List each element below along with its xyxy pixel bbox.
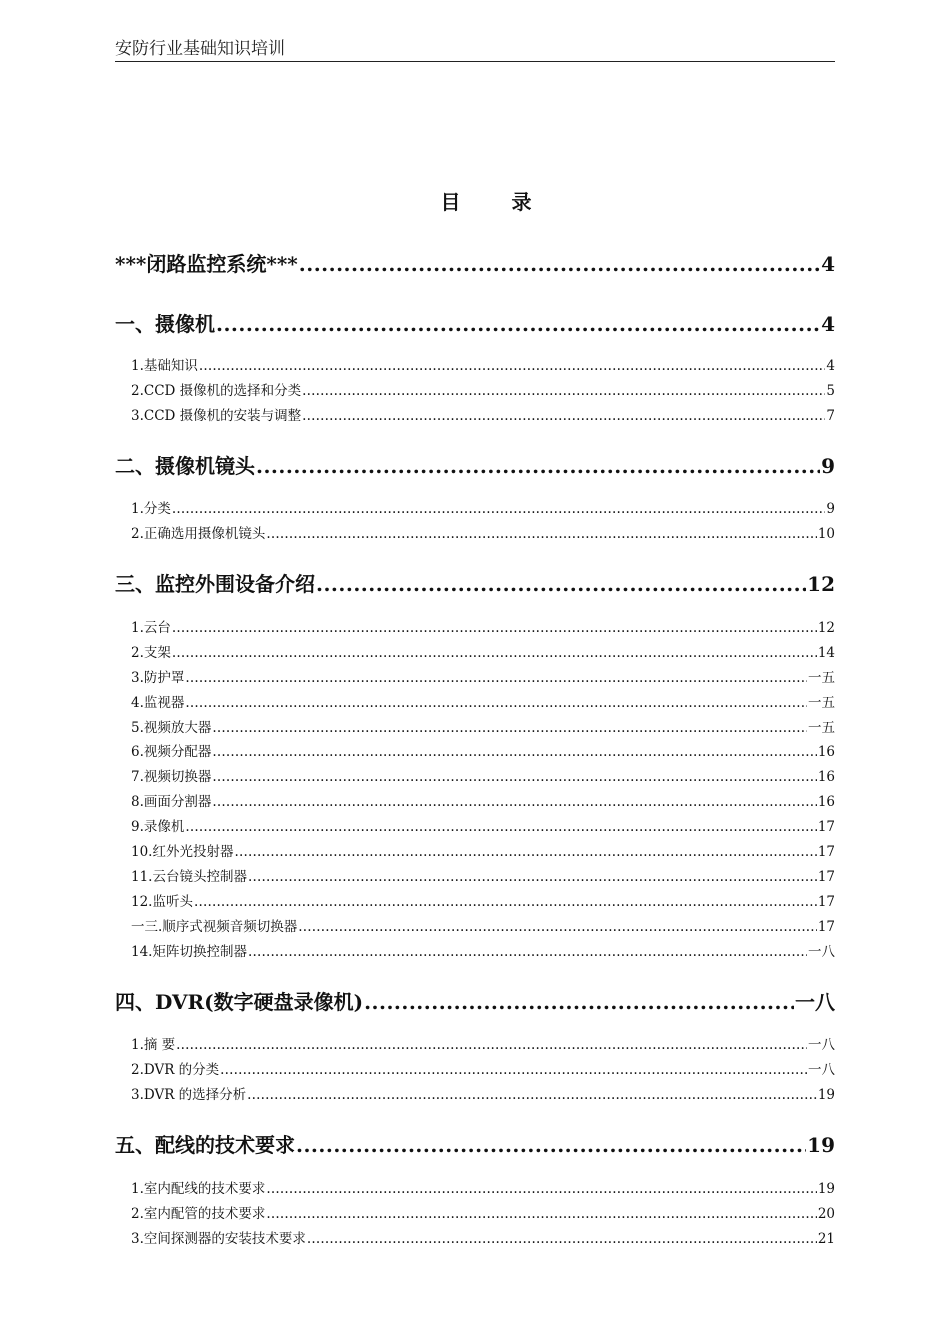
- toc-page-number: 一五: [808, 695, 835, 711]
- toc-chapter-entry[interactable]: [115, 1129, 835, 1158]
- toc-page-number: 一八: [808, 944, 835, 960]
- toc-entry-label: 7.视频切换器: [131, 769, 212, 785]
- toc-section-entry[interactable]: [131, 1083, 835, 1103]
- toc-section-entry[interactable]: [131, 765, 835, 785]
- toc-page-number: 一八: [808, 1037, 835, 1053]
- toc-entry-label: 4.监视器: [131, 695, 185, 711]
- toc-chapter-entry[interactable]: [115, 248, 835, 277]
- toc-dot-leader: [220, 1062, 807, 1078]
- page-header: 安防行业基础知识培训: [115, 34, 835, 62]
- toc-chapter-entry[interactable]: [115, 568, 835, 597]
- toc-section-entry[interactable]: [131, 890, 835, 910]
- toc-entry-label: 1.摘 要: [131, 1037, 176, 1053]
- toc-page-number: 一八: [808, 1062, 835, 1078]
- toc-page-number: 19: [817, 1087, 835, 1103]
- toc-page-number: 16: [817, 769, 835, 785]
- toc-page-number: 17: [817, 819, 835, 835]
- toc-page-number: 一八: [795, 990, 835, 1014]
- toc-page-number: 12: [817, 620, 835, 636]
- toc-section-entry[interactable]: [131, 740, 835, 760]
- toc-dot-leader: [307, 1231, 817, 1247]
- toc-section-entry[interactable]: [131, 641, 835, 661]
- toc-page-number: 16: [817, 794, 835, 810]
- toc-page-number: 19: [807, 1133, 835, 1157]
- toc-page-number: 7: [826, 408, 835, 424]
- toc-entry-label: 3.空间探测器的安装技术要求: [131, 1231, 306, 1247]
- toc-entry-label: 2.室内配管的技术要求: [131, 1206, 266, 1222]
- toc-page-number: 10: [817, 526, 835, 542]
- toc-section-entry[interactable]: [131, 1058, 835, 1078]
- toc-section-entry[interactable]: [131, 940, 835, 960]
- toc-entry-label: 2.DVR 的分类: [131, 1062, 220, 1078]
- toc-dot-leader: [316, 572, 806, 596]
- toc-section-entry[interactable]: [131, 354, 835, 374]
- toc-entry-label: 1.云台: [131, 620, 171, 636]
- toc-page-number: 17: [817, 869, 835, 885]
- toc-entry-label: ***闭路监控系统***: [115, 252, 298, 276]
- toc-entry-label: 8.画面分割器: [131, 794, 212, 810]
- toc-dot-leader: [248, 869, 817, 885]
- toc-entry-label: 5.视频放大器: [131, 720, 212, 736]
- toc-entry-label: 一三.顺序式视频音频切换器: [131, 919, 298, 935]
- toc-dot-leader: [266, 1206, 816, 1222]
- toc-entry-label: 2.正确选用摄像机镜头: [131, 526, 266, 542]
- toc-section-entry[interactable]: [131, 1033, 835, 1053]
- toc-page-number: 4: [821, 312, 835, 336]
- toc-section-entry[interactable]: [131, 616, 835, 636]
- toc-section-entry[interactable]: [131, 1177, 835, 1197]
- toc-dot-leader: [234, 844, 816, 860]
- toc-dot-leader: [185, 695, 807, 711]
- toc-dot-leader: [212, 720, 807, 736]
- toc-entry-label: 3.CCD 摄像机的安装与调整: [131, 408, 302, 424]
- toc-section-entry[interactable]: [131, 522, 835, 542]
- toc-section-entry[interactable]: [131, 691, 835, 711]
- toc-dot-leader: [247, 1087, 817, 1103]
- toc-entry-label: 10.红外光投射器: [131, 844, 234, 860]
- toc-chapter-entry[interactable]: [115, 986, 835, 1015]
- toc-entry-label: 二、摄像机镜头: [115, 454, 255, 478]
- toc-chapter-entry[interactable]: [115, 308, 835, 337]
- toc-dot-leader: [364, 990, 794, 1014]
- toc-entry-label: 6.视频分配器: [131, 744, 212, 760]
- toc-page-number: 17: [817, 844, 835, 860]
- toc-section-entry[interactable]: [131, 497, 835, 517]
- toc-dot-leader: [266, 526, 816, 542]
- toc-entry-label: 2.CCD 摄像机的选择和分类: [131, 383, 302, 399]
- toc-entry-label: 三、监控外围设备介绍: [115, 572, 315, 596]
- toc-page-number: 4: [821, 252, 835, 276]
- toc-entry-label: 3.防护罩: [131, 670, 185, 686]
- toc-section-entry[interactable]: [131, 865, 835, 885]
- toc-entry-label: 11.云台镜头控制器: [131, 869, 247, 885]
- toc-entry-label: 五、配线的技术要求: [115, 1133, 295, 1157]
- toc-entry-label: 一、摄像机: [115, 312, 215, 336]
- toc-entry-label: 9.录像机: [131, 819, 185, 835]
- toc-page-number: 9: [826, 501, 835, 517]
- toc-dot-leader: [266, 1181, 816, 1197]
- toc-dot-leader: [298, 919, 817, 935]
- toc-entry-label: 2.支架: [131, 645, 171, 661]
- toc-section-entry[interactable]: [131, 379, 835, 399]
- toc-page-number: 14: [817, 645, 835, 661]
- toc-page-number: 19: [817, 1181, 835, 1197]
- toc-entry-label: 1.室内配线的技术要求: [131, 1181, 266, 1197]
- toc-entry-label: 1.基础知识: [131, 358, 198, 374]
- toc-dot-leader: [212, 744, 816, 760]
- toc-dot-leader: [194, 894, 817, 910]
- toc-section-entry[interactable]: [131, 716, 835, 736]
- toc-page-number: 一五: [808, 670, 835, 686]
- toc-section-entry[interactable]: [131, 840, 835, 860]
- toc-dot-leader: [176, 1037, 807, 1053]
- toc-page-number: 16: [817, 744, 835, 760]
- toc-section-entry[interactable]: [131, 1227, 835, 1247]
- toc-page-number: 5: [826, 383, 835, 399]
- toc-section-entry[interactable]: [131, 1202, 835, 1222]
- toc-dot-leader: [248, 944, 807, 960]
- toc-dot-leader: [302, 408, 825, 424]
- page-title: 目 录: [440, 190, 554, 214]
- toc-section-entry[interactable]: [131, 790, 835, 810]
- toc-dot-leader: [172, 501, 826, 517]
- toc-section-entry[interactable]: [131, 815, 835, 835]
- toc-page-number: 21: [817, 1231, 835, 1247]
- toc-dot-leader: [299, 252, 820, 276]
- toc-dot-leader: [212, 769, 816, 785]
- toc-page-number: 20: [817, 1206, 835, 1222]
- toc-section-entry[interactable]: [131, 404, 835, 424]
- toc-dot-leader: [296, 1133, 806, 1157]
- toc-dot-leader: [212, 794, 816, 810]
- toc-page-number: 17: [817, 894, 835, 910]
- toc-dot-leader: [172, 645, 817, 661]
- toc-dot-leader: [199, 358, 826, 374]
- toc-section-entry[interactable]: [131, 666, 835, 686]
- toc-page-number: 9: [821, 454, 835, 478]
- toc-section-entry[interactable]: [131, 915, 835, 935]
- toc-entry-label: 12.监听头: [131, 894, 193, 910]
- toc-entry-label: 14.矩阵切换控制器: [131, 944, 247, 960]
- toc-page-number: 12: [807, 572, 835, 596]
- toc-page-number: 一五: [808, 720, 835, 736]
- toc-entry-label: 3.DVR 的选择分析: [131, 1087, 247, 1103]
- toc-dot-leader: [185, 670, 807, 686]
- toc-entry-label: 1.分类: [131, 501, 171, 517]
- toc-dot-leader: [216, 312, 820, 336]
- toc-dot-leader: [185, 819, 816, 835]
- toc-dot-leader: [256, 454, 820, 478]
- toc-page-number: 4: [826, 358, 835, 374]
- toc-entry-label: 四、DVR(数字硬盘录像机): [115, 990, 364, 1014]
- toc-page-number: 17: [817, 919, 835, 935]
- toc-dot-leader: [302, 383, 825, 399]
- toc-dot-leader: [172, 620, 817, 636]
- toc-chapter-entry[interactable]: [115, 450, 835, 479]
